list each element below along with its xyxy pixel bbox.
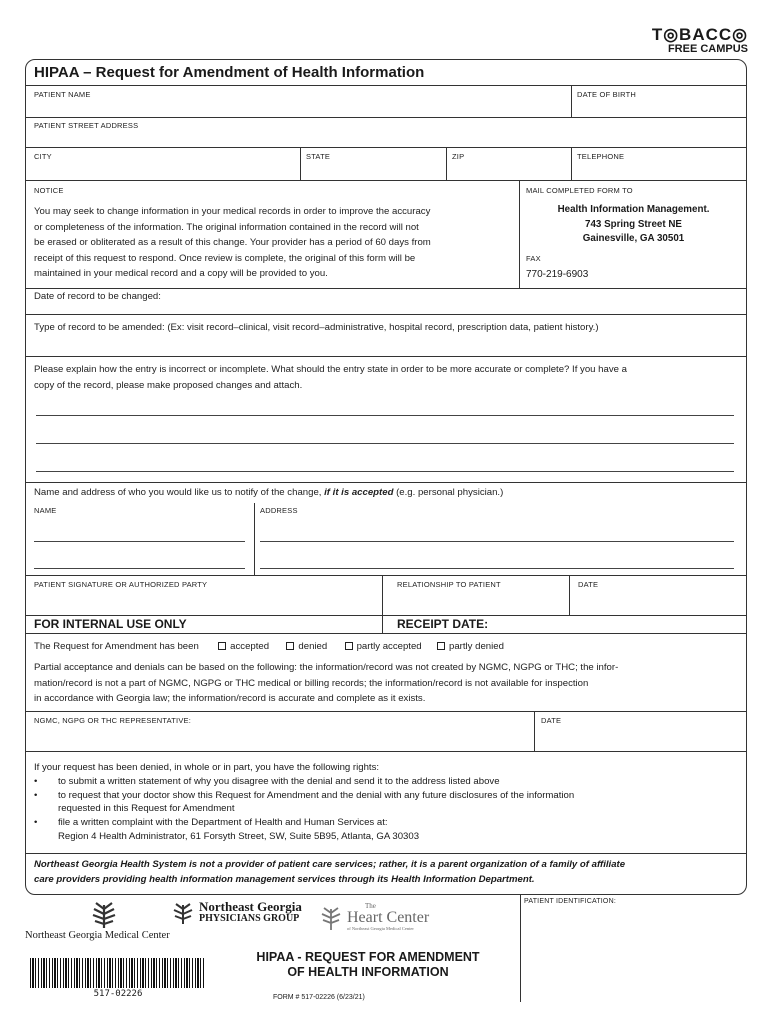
ngpg-name: Northeast Georgia [199, 899, 302, 914]
city-label: CITY [34, 152, 52, 161]
rights-item-text: to request that your doctor show this Request for Amendment and the denial with any future disclosures of the information [58, 789, 575, 801]
disclaimer-line: care providers providing health information management services through its Health Information Department. [34, 873, 535, 885]
ngmc-name: Northeast Georgia Medical Center [25, 930, 170, 941]
heart-the: The [365, 902, 376, 910]
notice-line: maintained in your medical record and a copy will be provided to you. [34, 268, 328, 279]
fax-label: FAX [526, 254, 541, 263]
partial-line: Partial acceptance and denials can be based on the following: the information/record was not created by NGMC, NGPG or THC; the infor- [34, 662, 619, 673]
badge-free-campus: FREE CAMPUS [667, 43, 748, 55]
denied-label: denied [298, 641, 328, 652]
leaf-icon [170, 901, 196, 925]
notify-name-line[interactable] [34, 568, 245, 569]
notify-address-line[interactable] [260, 541, 734, 542]
rights-item-cont: requested in this Request for Amendment [58, 803, 235, 815]
notify-address-line[interactable] [260, 568, 734, 569]
notice-line: receipt of this request to respond. Once review is complete, the original of this form will be [34, 252, 416, 264]
notify-address-label: ADDRESS [260, 506, 298, 515]
representative-date-label: DATE [541, 716, 562, 725]
rights-item: • to submit a written statement of why you disagree with the denial and send it to the address listed above [34, 775, 500, 787]
partly-accepted-checkbox[interactable] [345, 642, 353, 650]
disclaimer-line: Northeast Georgia Health System is not a provider of patient care services; rather, it is a parent organization of a family of affiliate [34, 859, 626, 870]
rights-item-text: to submit a written statement of why you disagree with the denial and send it to the address listed above [58, 775, 500, 787]
zip-label: ZIP [452, 152, 465, 161]
form-title: HIPAA – Request for Amendment of Health Information [34, 64, 425, 81]
denied-checkbox[interactable] [286, 642, 294, 650]
partly-accepted-label: partly accepted [356, 641, 422, 652]
mail-dept: Health Information Management. [557, 204, 710, 215]
heart-sub: of Northeast Georgia Medical Center [347, 926, 414, 931]
internal-heading: FOR INTERNAL USE ONLY [34, 617, 187, 631]
amendment-status [34, 639, 504, 655]
explain-line: copy of the record, please make proposed changes and attach. [34, 379, 303, 391]
rights-section [34, 761, 734, 844]
explain-write-line[interactable] [36, 471, 734, 472]
notify-post: (e.g. personal physician.) [393, 487, 504, 498]
partial-explanation [34, 660, 742, 707]
notice-label: NOTICE [34, 186, 64, 195]
accepted-checkbox[interactable] [218, 642, 226, 650]
dob-label: DATE OF BIRTH [577, 90, 636, 99]
mail-address [526, 203, 741, 247]
rights-item: • to request that your doctor show this Request for Amendment and the denial with any future disclosures of the information requested in this Request for Amendment [34, 789, 734, 817]
notify-pre: Name and address of who you would like us to notify of the change, [34, 487, 325, 498]
mail-label: MAIL COMPLETED FORM TO [526, 186, 633, 195]
mail-city: Gainesville, GA 30501 [582, 233, 685, 244]
rights-item: • file a written complaint with the Department of Health and Human Services at: Region 4 Health Administrator, 61 Forsyth Street, SW, Suite 5B95, Atlanta, GA 30303 [34, 816, 734, 844]
street-label: PATIENT STREET ADDRESS [34, 121, 139, 130]
notify-emph: if it is accepted [324, 487, 394, 498]
patient-name-label: PATIENT NAME [34, 90, 91, 99]
receipt-date-label: RECEIPT DATE: [397, 617, 489, 631]
notify-text [34, 485, 503, 501]
accepted-label: accepted [230, 641, 270, 652]
rights-item-cont: Region 4 Health Administrator, 61 Forsyth Street, SW, Suite 5B95, Atlanta, GA 30303 [58, 830, 420, 842]
relationship-label: RELATIONSHIP TO PATIENT [397, 580, 501, 589]
mail-street: 743 Spring Street NE [585, 218, 682, 230]
partly-denied-checkbox[interactable] [437, 642, 445, 650]
disclaimer [34, 858, 625, 887]
ngpg-logo [170, 901, 302, 925]
notice-line: be erased or obliterated as a result of this change. Your provider has a period of 60 days from [34, 237, 431, 248]
notice-line: or completeness of the information. The original information contained in the record will not [34, 221, 419, 233]
barcode-number: 517-02226 [93, 989, 143, 999]
patient-id-label: PATIENT IDENTIFICATION: [524, 898, 616, 905]
record-type-label: Type of record to be amended: (Ex: visit record–clinical, visit record–administrative, hospital record, prescription data, patient history.) [34, 322, 599, 333]
signature-date-label: DATE [578, 580, 599, 589]
footer-title [226, 950, 510, 980]
telephone-label: TELEPHONE [577, 152, 625, 161]
signature-label: PATIENT SIGNATURE OR AUTHORIZED PARTY [34, 580, 208, 589]
explain-write-line[interactable] [36, 443, 734, 444]
status-prefix: The Request for Amendment has been [34, 641, 199, 652]
notify-name-line[interactable] [34, 541, 245, 542]
representative-label: NGMC, NGPG OR THC REPRESENTATIVE: [34, 716, 192, 725]
leaf-icon [87, 899, 121, 929]
footer-title-line: HIPAA - REQUEST FOR AMENDMENT [256, 950, 480, 964]
leaf-icon [318, 905, 344, 931]
heart-center-logo [318, 901, 429, 934]
partial-line: mation/record is not a part of NGMC, NGPG or THC medical or billing records; the information/record is not available for inspection [34, 677, 589, 689]
barcode [30, 958, 206, 988]
ngpg-sub: PHYSICIANS GROUP [199, 913, 300, 924]
state-label: STATE [306, 152, 331, 161]
form-number: FORM # 517-02226 (6/23/21) [273, 994, 365, 1001]
notice-line: You may seek to change information in your medical records in order to improve the accuracy [34, 206, 431, 217]
badge-tobacco: T◎BACC◎ [651, 25, 748, 44]
notice-text [34, 204, 514, 282]
explain-write-line[interactable] [36, 415, 734, 416]
fax-number: 770-219-6903 [526, 269, 589, 280]
ngmc-logo [25, 899, 175, 941]
explain-line: Please explain how the entry is incorrect or incomplete. What should the entry state in order to be more accurate or complete? If you have a [34, 364, 627, 375]
footer-title-line: OF HEALTH INFORMATION [287, 965, 449, 979]
record-date-label: Date of record to be changed: [34, 291, 161, 302]
tobacco-free-badge [652, 26, 748, 55]
heart-name: Heart Center [347, 909, 430, 926]
explain-text [34, 362, 739, 393]
partial-line: in accordance with Georgia law; the information/record is accurate and complete as it exists. [34, 693, 426, 704]
partly-denied-label: partly denied [448, 641, 504, 652]
rights-item-text: file a written complaint with the Department of Health and Human Services at: [58, 817, 388, 829]
notify-name-label: NAME [34, 506, 57, 515]
rights-intro: If your request has been denied, in whole or in part, you have the following rights: [34, 762, 380, 773]
